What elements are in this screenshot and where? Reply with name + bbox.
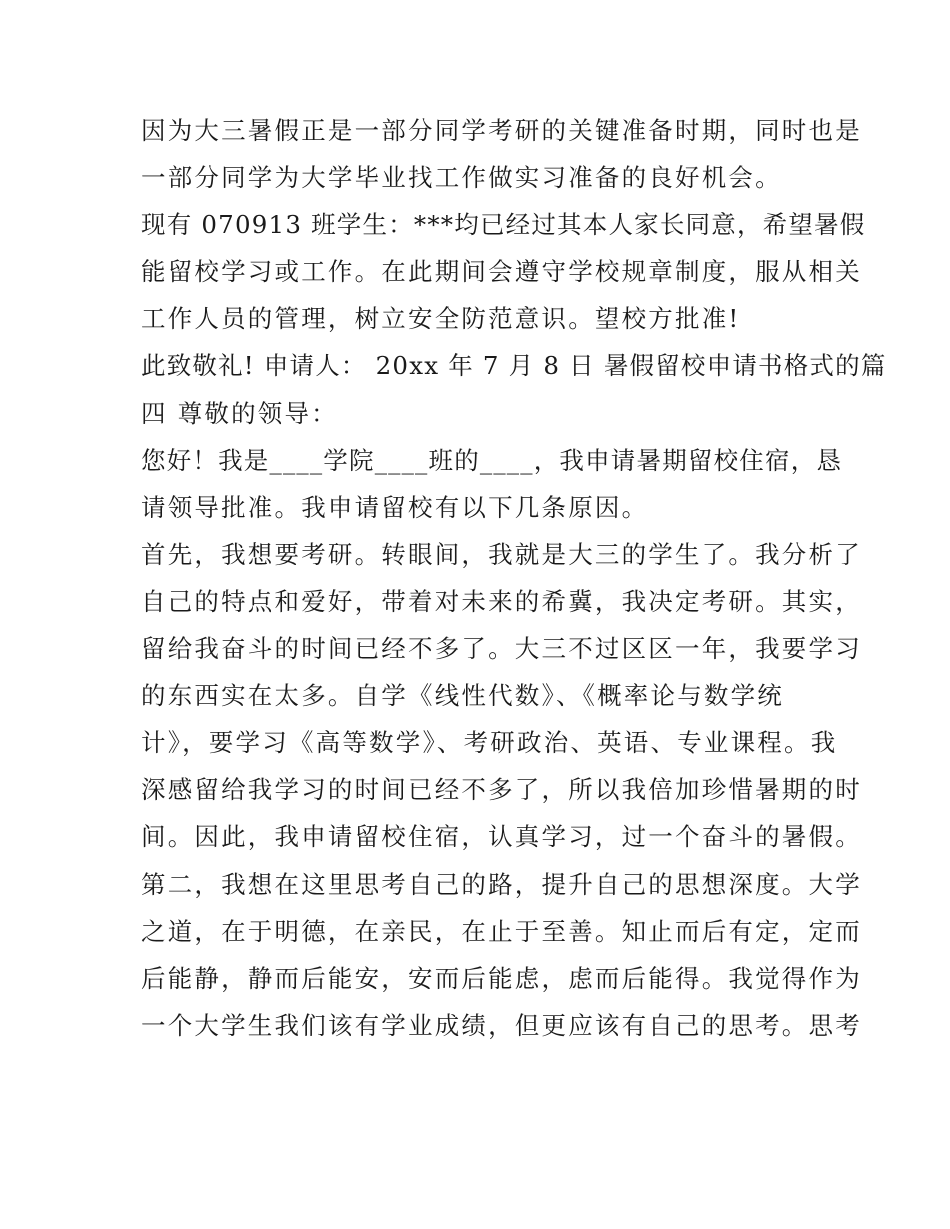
text-line: 留给我奋斗的时间已经不多了。大三不过区区一年，我要学习	[141, 634, 862, 664]
text-line: 第二，我想在这里思考自己的路，提升自己的思想深度。大学	[141, 869, 862, 899]
text-line: 您好！我是____学院____班的____，我申请暑期留校住宿，恳	[141, 445, 843, 475]
text-line: 之道，在于明德，在亲民，在止于至善。知止而后有定，定而	[141, 916, 862, 946]
text-line: 后能静，静而后能安，安而后能虑，虑而后能得。我觉得作为	[141, 963, 862, 993]
text-line: 首先，我想要考研。转眼间，我就是大三的学生了。我分析了	[141, 539, 862, 569]
text-line: 自己的特点和爱好，带着对未来的希冀，我决定考研。其实，	[141, 586, 862, 616]
document-body	[141, 107, 887, 1049]
text-line: 的东西实在太多。自学《线性代数》、《概率论与数学统	[141, 681, 784, 711]
text-line: 能留校学习或工作。在此期间会遵守学校规章制度，服从相关	[141, 257, 862, 287]
text-line: 请领导批准。我申请留校有以下几条原因。	[141, 492, 649, 522]
text-line: 计》，要学习《高等数学》、考研政治、英语、专业课程。我	[141, 728, 838, 758]
text-line: 因为大三暑假正是一部分同学考研的关键准备时期，同时也是	[141, 116, 862, 145]
text-line: 一部分同学为大学毕业找工作做实习准备的良好机会。	[141, 163, 782, 193]
text-line: 四 尊敬的领导：	[141, 398, 338, 428]
text-line: 工作人员的管理，树立安全防范意识。望校方批准!	[141, 304, 741, 334]
text-line: 间。因此，我申请留校住宿，认真学习，过一个奋斗的暑假。	[141, 822, 862, 852]
text-line: 现有 070913 班学生：***均已经过其本人家长同意，希望暑假	[141, 210, 866, 240]
text-line: 深感留给我学习的时间已经不多了，所以我倍加珍惜暑期的时	[141, 775, 862, 805]
text-line: 一个大学生我们该有学业成绩，但更应该有自己的思考。思考	[141, 1010, 862, 1040]
text-line: 此致敬礼! 申请人： 20xx 年 7 月 8 日 暑假留校申请书格式的篇	[141, 351, 887, 381]
